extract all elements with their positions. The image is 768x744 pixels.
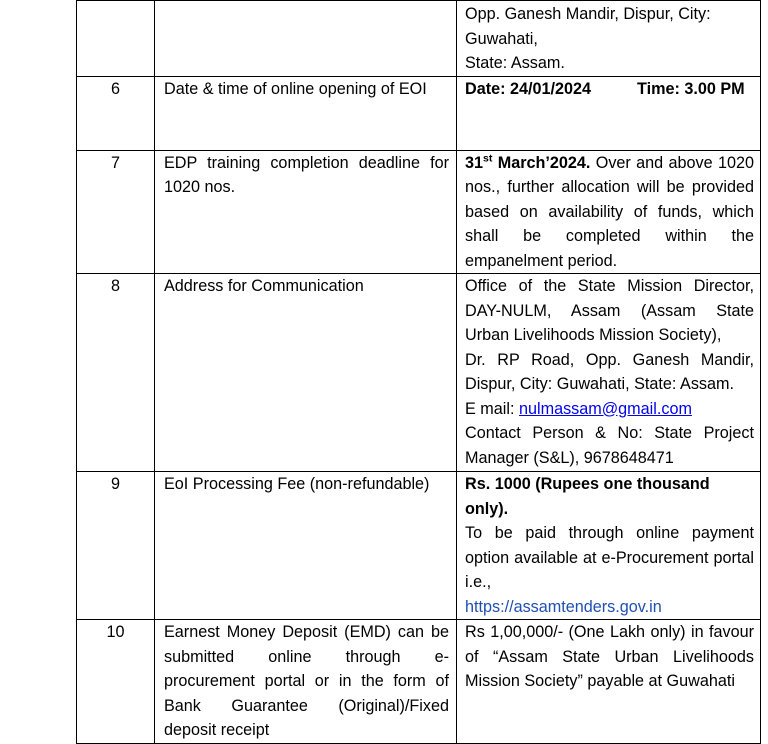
row-detail: Rs 1,00,000/- (One Lakh only) in favour of “Assam State Urban Livelihoods Mission Society” payable at Guwahati — [457, 620, 761, 744]
row-description: Address for Communication — [155, 274, 457, 472]
row-number: 9 — [77, 472, 155, 620]
table-row — [77, 274, 761, 472]
portal-link[interactable]: https://assamtenders.gov.in — [465, 597, 662, 616]
deadline-day: 31 — [465, 153, 484, 172]
table-row — [77, 620, 761, 744]
contact-person: Contact Person & No: State Project Manager (S&L), 9678648471 — [465, 424, 754, 467]
row-description: Date & time of online opening of EOI — [155, 76, 457, 150]
table-row — [77, 150, 761, 274]
portal-url — [465, 595, 754, 620]
row-detail — [457, 150, 761, 274]
row-description: Earnest Money Deposit (EMD) can be submitted online through e-procurement portal or in the form of Bank Guarantee (Original)/Fixed deposit receipt — [155, 620, 457, 744]
opening-date: Date: 24/01/2024 — [465, 79, 591, 98]
row-number: 8 — [77, 274, 155, 472]
street-address: Dr. RP Road, Opp. Ganesh Mandir, Dispur, City: Guwahati, State: Assam. — [465, 350, 754, 393]
row-detail — [457, 1, 761, 77]
office-address: Office of the State Mission Director, DAY-NULM, Assam (Assam State Urban Livelihoods Mission Society), — [465, 277, 754, 344]
table-row — [77, 76, 761, 150]
email-label: E mail: — [465, 399, 519, 418]
row-detail — [457, 274, 761, 472]
fee-amount — [465, 472, 754, 521]
row-number: 10 — [77, 620, 155, 744]
row-number: 6 — [77, 76, 155, 150]
table-row — [77, 472, 761, 620]
deadline-month: March’2024. — [492, 153, 591, 172]
row-detail — [457, 76, 761, 150]
row-description: EoI Processing Fee (non-refundable) — [155, 472, 457, 620]
row-description — [155, 1, 457, 77]
email-link[interactable]: nulmassam@gmail.com — [518, 399, 692, 418]
email-line — [465, 397, 754, 422]
row-number: 7 — [77, 150, 155, 274]
opening-time: Time: 3.00 PM — [637, 79, 745, 98]
fee-amount-text: Rs. 1000 (Rupees one thousand only). — [465, 475, 710, 518]
row-number — [77, 1, 155, 77]
detail-line: State: Assam. — [465, 54, 565, 72]
payment-note: To be paid through online payment option available at e-Procurement portal i.e., — [465, 524, 754, 591]
deadline-suffix: st — [483, 152, 493, 165]
detail-line: Opp. Ganesh Mandir, Dispur, City: Guwahati, — [465, 5, 711, 48]
eoi-details-table — [76, 0, 761, 744]
table-row — [77, 1, 761, 77]
row-detail — [457, 472, 761, 620]
deadline-note: Over and above 1020 nos., further allocation will be provided based on availability of funds, which shall be completed within the empanelment period. — [465, 153, 754, 270]
row-description: EDP training completion deadline for 1020 nos. — [155, 150, 457, 274]
